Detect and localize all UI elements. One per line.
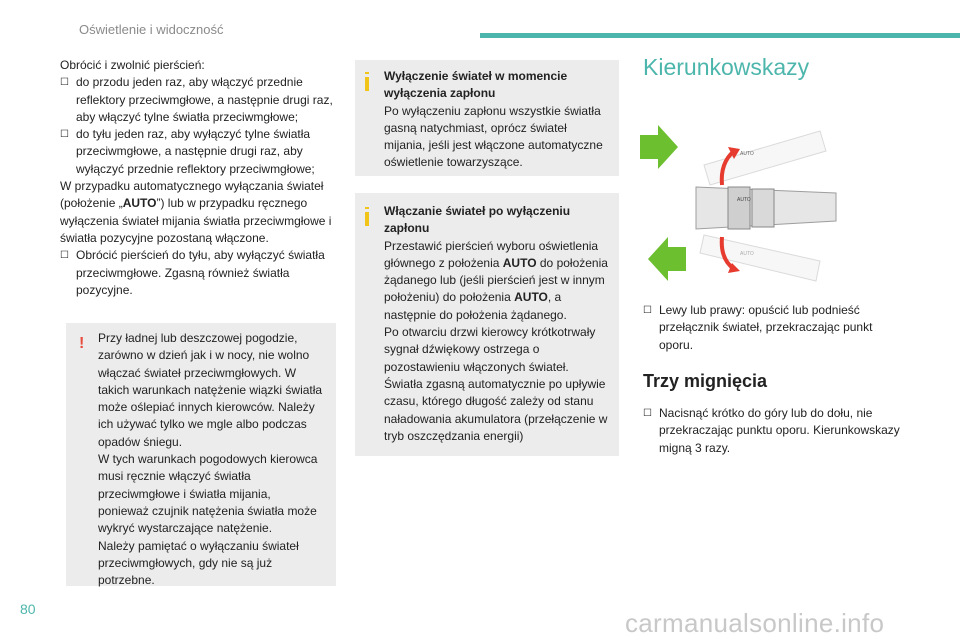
auto-paragraph — [60, 178, 340, 247]
bullet-item — [60, 126, 340, 178]
stalk-instruction — [643, 302, 903, 354]
warning-icon: ! — [79, 335, 85, 352]
note-text: Po otwarciu drzwi kierowcy krótkotrwały sygnał dźwiękowy ostrzega o pozostawieniu włączonych świateł. — [384, 325, 596, 374]
light-stalk-diagram — [640, 125, 840, 285]
bullet-text: do przodu jeden raz, aby włączyć przednie reflektory przeciwmgłowe, a następnie drugi raz, aby włączyć tylne światła przeciwmgłowe; — [76, 75, 333, 124]
auto-label: AUTO — [737, 197, 751, 203]
note-title: Włączanie świateł po wyłączeniu zapłonu — [384, 204, 571, 236]
note-paragraph — [384, 238, 611, 324]
note-title: Wyłączenie świateł w momencie wyłączenia zapłonu — [384, 69, 568, 101]
bullet-item — [60, 247, 340, 299]
auto-keyword: AUTO — [514, 290, 548, 305]
warning-text: W tych warunkach pogodowych kierowca musi ręcznie włączyć światła przeciwmgłowe i światła mijania, ponieważ czujnik natężenia światła może wykryć wystarczające natężenie. — [98, 452, 318, 536]
intro-text: Obrócić i zwolnić pierścień: — [60, 58, 205, 72]
text-part: Przestawić pierścień wyboru oświetlenia głównego z położenia — [384, 238, 599, 270]
left-arrow-icon — [648, 237, 686, 281]
auto-label: AUTO — [740, 251, 754, 257]
section-title: Kierunkowskazy — [643, 54, 810, 80]
stalk-down-position — [700, 235, 820, 281]
three-blink-instruction — [643, 405, 903, 457]
info-icon — [365, 212, 369, 226]
info-icon — [365, 77, 369, 91]
bullet-text: do tyłu jeden raz, aby wyłączyć tylne światła przeciwmgłowe, a następnie drugi raz, aby wyłączyć przednie reflektory przeciwmgłowe; — [76, 127, 315, 176]
checkbox-bullet-icon: ☐ — [643, 305, 652, 316]
bullet-text: Obrócić pierścień do tyłu, aby wyłączyć światła przeciwmgłowe. Zgasną również światła pozycyjne. — [76, 248, 325, 297]
note-text: Światła zgasną automatycznie po upływie czasu, którego długość zależy od stanu naładowania akumulatora (przełączenie w tryb oszczędzania energii) — [384, 376, 608, 443]
subsection-title: Trzy mignięcia — [643, 371, 768, 391]
checkbox-bullet-icon: ☐ — [60, 250, 69, 262]
auto-label: AUTO — [740, 151, 754, 157]
header-accent-bar — [480, 33, 960, 38]
text-part: do położenia żądanego lub (jeśli pierścień jest w innym położeniu) do położenia — [384, 255, 608, 305]
info-note-lights-on — [355, 193, 619, 456]
warning-text: Należy pamiętać o wyłączaniu świateł przeciwmgłowych, gdy nie są już potrzebne. — [98, 538, 299, 588]
bullet-text: Lewy lub prawy: opuścić lub podnieść przełącznik świateł, przekraczając punkt oporu. — [659, 303, 873, 352]
auto-para-part: ”) lub w przypadku ręcznego wyłączenia świateł mijania światła przeciwmgłowe i światła pozycyjne pozostaną włączone. — [60, 196, 332, 245]
checkbox-bullet-icon: ☐ — [60, 129, 69, 141]
auto-keyword: AUTO — [502, 255, 537, 270]
running-header: Oświetlenie i widoczność — [79, 22, 224, 37]
checkbox-bullet-icon: ☐ — [60, 77, 69, 89]
page-number: 80 — [20, 601, 36, 617]
bullet-item — [643, 405, 903, 457]
watermark: carmanualsonline.info — [625, 608, 885, 638]
bullet-item — [643, 302, 903, 354]
note-text: Po wyłączeniu zapłonu wszystkie światła gasną natychmiast, oprócz świateł mijania, jeśli jest włączone automatyczne oświetlenie towarzyszące. — [384, 103, 603, 170]
auto-keyword: AUTO — [122, 196, 157, 211]
auto-para-part: W przypadku automatycznego wyłączania świateł (położenie „ — [60, 179, 324, 211]
warning-text: Przy ładnej lub deszczowej pogodzie, zarówno w dzień jak i w nocy, nie wolno włączać świateł przeciwmgłowych. W takich warunkach natężenie wiązki światła może oślepiać innych kierowców. Należy ich używać tylko we mgle albo podczas opadów śniegu. — [98, 331, 323, 449]
text-part: , a następnie do położenia żądanego. — [384, 290, 567, 322]
checkbox-bullet-icon: ☐ — [643, 408, 652, 419]
bullet-item — [60, 74, 340, 126]
fog-light-instructions — [60, 57, 340, 299]
bullet-text: Nacisnąć krótko do góry lub do dołu, nie przekraczając punktu oporu. Kierunkowskazy migną 3 razy. — [659, 406, 900, 455]
right-arrow-icon — [640, 125, 678, 169]
info-note-ignition-off — [355, 60, 619, 176]
stalk-neutral-position — [696, 187, 836, 229]
warning-note — [66, 323, 336, 586]
